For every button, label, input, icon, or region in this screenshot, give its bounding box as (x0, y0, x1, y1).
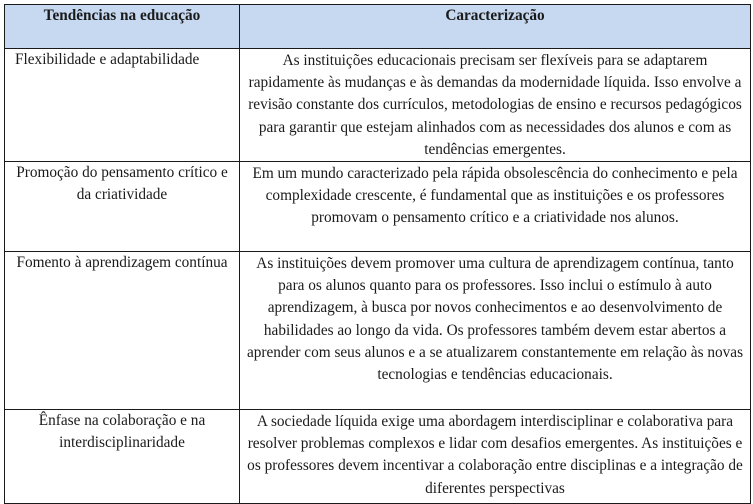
header-row (5, 5, 751, 49)
description-cell: As instituições educacionais precisam ser flexíveis para se adaptarem rapidamente às mudanças e às demandas da modernidade líquida. Isso envolve a revisão constante dos currículos, metodologias de ensino e recursos pedagógicos para garantir que estejam alinhados com as necessidades dos alunos e com as tendências emergentes. (240, 49, 751, 162)
description-cell: As instituições devem promover uma cultura de aprendizagem contínua, tanto para os alunos quanto para os professores. Isso inclui o estímulo à auto aprendizagem, à busca por novos conhecimentos e ao desenvolvimento de habilidades ao longo da vida. Os professores também devem estar abertos a aprender com seus alunos e a se atualizarem constantemente em relação às novas tecnologias e tendências educacionais. (240, 252, 751, 410)
header-characterization: Caracterização (240, 5, 751, 49)
trend-cell: Ênfase na colaboração e na interdisciplinaridade (5, 410, 240, 504)
trend-cell: Flexibilidade e adaptabilidade (5, 49, 240, 162)
table-row (5, 410, 751, 504)
header-trends: Tendências na educação (5, 5, 240, 49)
table-header (5, 5, 751, 49)
table-row (5, 162, 751, 252)
table-row (5, 252, 751, 410)
table-body (5, 49, 751, 504)
education-trends-table (4, 4, 751, 504)
table-row (5, 49, 751, 162)
trend-cell: Fomento à aprendizagem contínua (5, 252, 240, 410)
description-cell: Em um mundo caracterizado pela rápida obsolescência do conhecimento e pela complexidade crescente, é fundamental que as instituições e os professores promovam o pensamento crítico e a criatividade nos alunos. (240, 162, 751, 252)
trend-cell: Promoção do pensamento crítico e da criatividade (5, 162, 240, 252)
description-cell: A sociedade líquida exige uma abordagem interdisciplinar e colaborativa para resolver problemas complexos e lidar com desafios emergentes. As instituições e os professores devem incentivar a colaboração entre disciplinas e a integração de diferentes perspectivas (240, 410, 751, 504)
